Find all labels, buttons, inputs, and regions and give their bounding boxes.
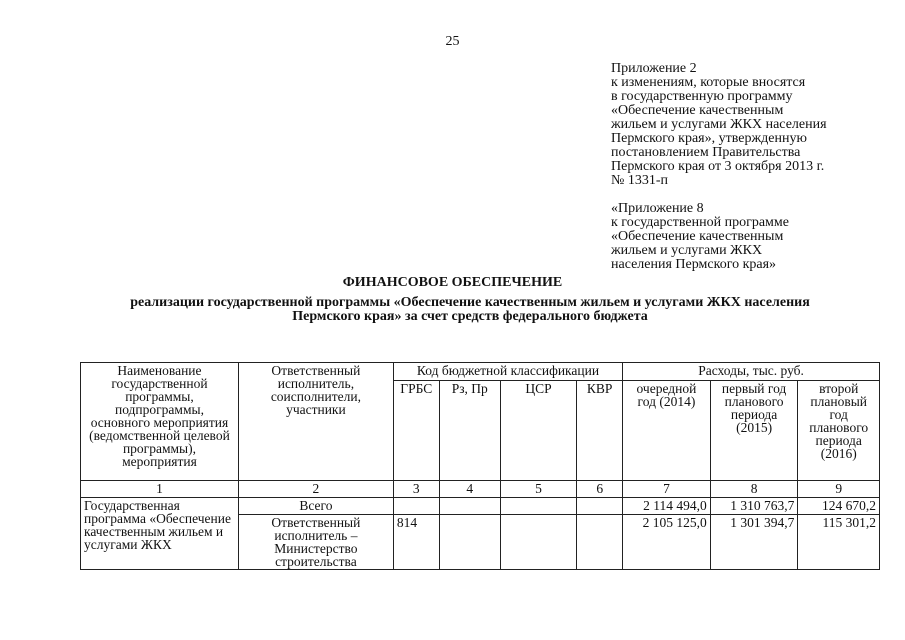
rz-pr-cell (439, 515, 500, 570)
program-name-cell: Государственная программа «Обеспечение качественным жильем и услугами ЖКХ (81, 498, 239, 570)
rz-pr-cell (439, 498, 500, 515)
amount-2016-cell: 124 670,2 (798, 498, 880, 515)
kvr-cell (577, 498, 623, 515)
header-expenses: Расходы, тыс. руб. (623, 363, 880, 381)
grbs-cell (393, 498, 439, 515)
grbs-cell: 814 (393, 515, 439, 570)
appendix-note (611, 62, 891, 272)
csr-cell (500, 515, 576, 570)
csr-cell (500, 498, 576, 515)
appendix-line: «Обеспечение качественным (611, 229, 784, 244)
appendix-line: № 1331-п (611, 173, 669, 188)
appendix-line: к изменениям, которые вносятся (611, 75, 806, 90)
header-kvr: КВР (577, 381, 623, 481)
document-subtitle: реализации государственной программы «Обеспечение качественным жильем и услугами ЖКХ населения Пермского края» за счет средств федерального бюджета (130, 295, 810, 324)
appendix-line: в государственную программу (611, 89, 793, 104)
header-year-2015: первый год планового периода (2015) (710, 381, 798, 481)
appendix-line: «Приложение 8 (611, 201, 704, 216)
appendix-line: жильем и услугами ЖКХ (611, 243, 763, 258)
appendix-line: жильем и услугами ЖКХ населения (611, 117, 827, 132)
financial-table (80, 362, 880, 570)
column-number: 9 (798, 481, 880, 498)
appendix-line: «Обеспечение качественным (611, 103, 784, 118)
amount-2015-cell: 1 301 394,7 (710, 515, 798, 570)
appendix-block-program (611, 202, 891, 272)
header-csr: ЦСР (500, 381, 576, 481)
column-number: 2 (238, 481, 393, 498)
executor-cell: Ответственный исполнитель – Министерство строительства (238, 515, 393, 570)
amount-2015-cell: 1 310 763,7 (710, 498, 798, 515)
appendix-line: Пермского края», утвержденную (611, 131, 807, 146)
header-executor: Ответственный исполнитель, соисполнители, участники (238, 363, 393, 481)
header-budget-code: Код бюджетной классификации (393, 363, 622, 381)
appendix-line: постановлением Правительства (611, 145, 801, 160)
header-year-2014: очередной год (2014) (623, 381, 711, 481)
appendix-block-changes (611, 62, 891, 188)
column-numbers-row (81, 481, 880, 498)
amount-2016-cell: 115 301,2 (798, 515, 880, 570)
appendix-line: населения Пермского края» (611, 257, 777, 272)
column-number: 8 (710, 481, 798, 498)
appendix-line: к государственной программе (611, 215, 789, 230)
header-rz-pr: Рз, Пр (439, 381, 500, 481)
table-row (81, 498, 880, 515)
column-number: 4 (439, 481, 500, 498)
column-number: 1 (81, 481, 239, 498)
header-grbs: ГРБС (393, 381, 439, 481)
kvr-cell (577, 515, 623, 570)
column-number: 6 (577, 481, 623, 498)
column-number: 3 (393, 481, 439, 498)
column-number: 7 (623, 481, 711, 498)
header-year-2016: второй плановый год планового периода (2016) (798, 381, 880, 481)
amount-2014-cell: 2 114 494,0 (623, 498, 711, 515)
appendix-line: Приложение 2 (611, 61, 697, 76)
document-title: ФИНАНСОВОЕ ОБЕСПЕЧЕНИЕ (342, 275, 563, 290)
header-name: Наименование государственной программы, подпрограммы, основного мероприятия (ведомственной целевой программы), мероприятия (81, 363, 239, 481)
executor-cell: Всего (238, 498, 393, 515)
column-number: 5 (500, 481, 576, 498)
appendix-line: Пермского края от 3 октября 2013 г. (611, 159, 825, 174)
amount-2014-cell: 2 105 125,0 (623, 515, 711, 570)
page-number: 25 (445, 34, 460, 49)
